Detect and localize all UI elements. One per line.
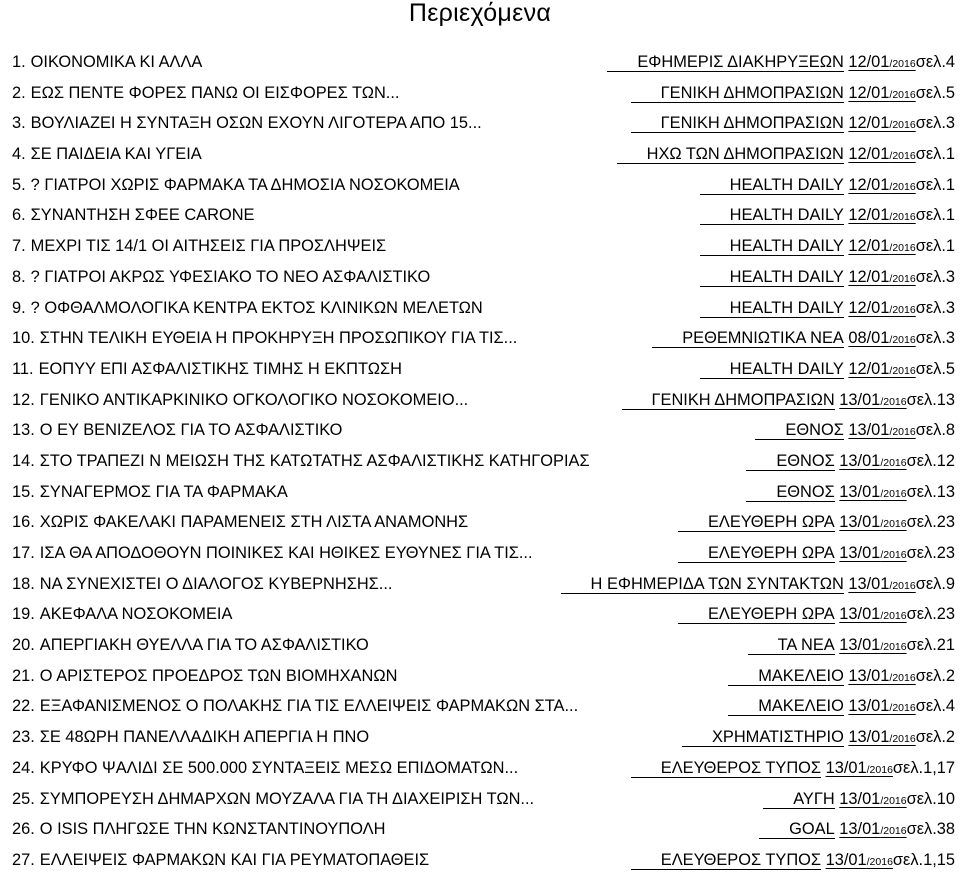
entry-reference[interactable] [700, 234, 955, 260]
entry-number: 22. [12, 697, 35, 716]
entry-year: /2016 [889, 211, 916, 224]
entry-reference[interactable] [755, 418, 955, 444]
entry-title[interactable]: ΧΩΡΙΣ ΦΑΚΕΛΑΚΙ ΠΑΡΑΜΕΝΕΙΣ ΣΤΗ ΛΙΣΤΑ ΑΝΑΜΟΝΗΣ [39, 513, 469, 532]
toc-entry[interactable] [12, 326, 960, 357]
entry-number: 25. [12, 789, 35, 808]
entry-number: 26. [12, 820, 35, 839]
table-of-contents [12, 50, 960, 879]
entry-source[interactable]: HEALTH DAILY [700, 237, 844, 256]
entry-title[interactable]: Ο ISIS ΠΛΗΓΩΣΕ ΤΗΝ ΚΩΝΣΤΑΝΤΙΝΟΥΠΟΛΗ [39, 820, 386, 839]
entry-year: /2016 [889, 242, 916, 255]
entry-date: 13/01 [839, 544, 881, 562]
entry-source[interactable]: ΤΑ ΝΕΑ [748, 636, 835, 655]
entry-number: 23. [12, 728, 35, 747]
entry-reference[interactable] [700, 357, 955, 383]
entry-page: σελ.4 [915, 53, 955, 71]
entry-title[interactable]: ΣΥΜΠΟΡΕΥΣΗ ΔΗΜΑΡΧΩΝ ΜΟΥΖΑΛΑ ΓΙΑ ΤΗ ΔΙΑΧΕΙΡΙΣΗ ΤΩΝ... [39, 789, 535, 808]
entry-number: 24. [12, 758, 35, 777]
entry-year: /2016 [889, 364, 916, 377]
entry-year: /2016 [889, 303, 916, 316]
entry-title[interactable]: ΒΟΥΛΙΑΖΕΙ Η ΣΥΝΤΑΞΗ ΟΣΩΝ ΕΧΟΥΝ ΛΙΓΟΤΕΡΑ ΑΠΟ 15... [30, 114, 482, 133]
entry-reference[interactable] [652, 326, 955, 352]
entry-date: 12/01 [848, 53, 890, 71]
entry-page: σελ.3 [915, 114, 955, 133]
entry-page: σελ.1 [915, 237, 955, 256]
entry-page: σελ.1 [915, 145, 955, 164]
entry-date: 13/01 [839, 636, 881, 655]
entry-number: 1. [12, 53, 26, 71]
toc-entry[interactable] [12, 111, 960, 142]
entry-reference[interactable] [607, 50, 955, 76]
toc-entry[interactable] [12, 418, 960, 449]
entry-page: σελ.1,17 [892, 758, 955, 777]
toc-entry[interactable] [12, 848, 960, 879]
entry-year: /2016 [889, 702, 916, 715]
entry-year: /2016 [889, 733, 916, 746]
entry-year: /2016 [880, 518, 907, 531]
entry-reference[interactable] [759, 817, 955, 843]
entry-date: 12/01 [848, 359, 890, 378]
entry-page: σελ.5 [915, 359, 955, 378]
toc-entry[interactable] [12, 81, 960, 112]
entry-source[interactable]: ΕΛΕΥΘΕΡΟΣ ΤΥΠΟΣ [631, 759, 821, 778]
entry-page: σελ.4 [915, 697, 955, 716]
entry-reference[interactable] [631, 81, 955, 107]
entry-year: /2016 [889, 88, 916, 101]
toc-entry[interactable] [12, 541, 960, 572]
toc-entry[interactable] [12, 602, 960, 633]
entry-number: 8. [12, 267, 26, 286]
entry-page: σελ.1 [915, 206, 955, 225]
entry-number: 17. [12, 544, 35, 562]
entry-number: 16. [12, 513, 35, 532]
toc-entry[interactable] [12, 173, 960, 204]
entry-number: 9. [12, 298, 26, 317]
toc-entry[interactable] [12, 787, 960, 818]
entry-year: /2016 [880, 794, 907, 807]
toc-entry[interactable] [12, 449, 960, 480]
entry-number: 21. [12, 666, 35, 685]
entry-title[interactable]: ΣΥΝΑΝΤΗΣΗ ΣΦΕΕ CARONE [30, 206, 255, 225]
entry-year: /2016 [889, 671, 916, 684]
entry-page: σελ.3 [915, 329, 955, 348]
entry-page: σελ.2 [915, 666, 955, 685]
entry-reference[interactable] [622, 388, 956, 414]
entry-source[interactable]: ΕΦΗΜΕΡΙΣ ΔΙΑΚΗΡΥΞΕΩΝ [607, 53, 843, 72]
toc-entry[interactable] [12, 510, 960, 541]
entry-reference[interactable] [728, 694, 955, 720]
entry-date: 13/01 [848, 697, 890, 716]
entry-reference[interactable] [748, 633, 955, 659]
entry-title[interactable]: ΑΠΕΡΓΙΑΚΗ ΘΥΕΛΛΑ ΓΙΑ ΤΟ ΑΣΦΑΛΙΣΤΙΚΟ [39, 636, 369, 655]
entry-title[interactable]: ΜΕΧΡΙ ΤΙΣ 14/1 ΟΙ ΑΙΤΗΣΕΙΣ ΓΙΑ ΠΡΟΣΛΗΨΕΙΣ [30, 237, 387, 256]
entry-page: σελ.3 [915, 267, 955, 286]
entry-date: 13/01 [839, 390, 881, 409]
toc-entry[interactable] [12, 203, 960, 234]
entry-title[interactable]: ΚΡΥΦΟ ΨΑΛΙΔΙ ΣΕ 500.000 ΣΥΝΤΑΞΕΙΣ ΜΕΣΩ ΕΠΙΔΟΜΑΤΩΝ... [39, 758, 519, 777]
entry-title[interactable]: ΕΟΠΥΥ ΕΠΙ ΑΣΦΑΛΙΣΤΙΚΗΣ ΤΙΜΗΣ Η ΕΚΠΤΩΣΗ [38, 359, 402, 378]
entry-page: σελ.13 [906, 482, 955, 501]
toc-entry[interactable] [12, 296, 960, 327]
toc-entry[interactable] [12, 480, 960, 511]
entry-reference[interactable] [631, 111, 955, 137]
entry-reference[interactable] [700, 265, 955, 291]
entry-reference[interactable] [561, 572, 955, 598]
entry-source[interactable]: ΕΛΕΥΘΕΡΗ ΩΡΑ [678, 544, 835, 563]
entry-source[interactable]: ΕΘΝΟΣ [746, 452, 834, 471]
entry-source[interactable]: ΓΕΝΙΚΗ ΔΗΜΟΠΡΑΣΙΩΝ [631, 84, 844, 103]
entry-year: /2016 [889, 272, 916, 285]
entry-number: 13. [12, 421, 35, 440]
entry-reference[interactable] [682, 725, 955, 751]
entry-title[interactable]: ΑΚΕΦΑΛΑ ΝΟΣΟΚΟΜΕΙΑ [39, 605, 233, 624]
entry-year: /2016 [889, 150, 916, 163]
entry-source[interactable]: HEALTH DAILY [700, 176, 844, 195]
entry-year: /2016 [880, 825, 907, 838]
entry-source[interactable]: ΗΧΩ ΤΩΝ ΔΗΜΟΠΡΑΣΙΩΝ [617, 145, 844, 164]
entry-page: σελ.2 [915, 728, 955, 747]
entry-number: 19. [12, 605, 35, 624]
entry-page: σελ.5 [915, 83, 955, 102]
entry-number: 27. [12, 850, 35, 869]
entry-number: 14. [12, 451, 35, 470]
entry-reference[interactable] [746, 449, 955, 475]
entry-title[interactable]: ΟΙΚΟΝΟΜΙΚΑ ΚΙ ΑΛΛΑ [30, 53, 203, 71]
entry-reference[interactable] [631, 756, 955, 782]
entry-title[interactable]: ΣΕ ΠΑΙΔΕΙΑ ΚΑΙ ΥΓΕΙΑ [30, 145, 202, 164]
entry-source[interactable]: ΕΛΕΥΘΕΡΗ ΩΡΑ [678, 513, 835, 532]
entry-source[interactable]: HEALTH DAILY [700, 299, 844, 318]
entry-year: /2016 [889, 426, 916, 439]
entry-date: 13/01 [848, 666, 890, 685]
entry-page: σελ.23 [906, 605, 955, 624]
entry-date: 13/01 [848, 728, 890, 747]
entry-reference[interactable] [728, 664, 955, 690]
entry-date: 12/01 [848, 145, 890, 164]
entry-year: /2016 [889, 180, 916, 193]
entry-page: σελ.12 [906, 451, 955, 470]
entry-date: 13/01 [839, 605, 881, 624]
entry-reference[interactable] [700, 203, 955, 229]
entry-source[interactable]: ΡΕΘΕΜΝΙΩΤΙΚΑ ΝΕΑ [652, 329, 844, 348]
toc-entry[interactable] [12, 633, 960, 664]
entry-date: 13/01 [825, 850, 867, 869]
entry-date: 13/01 [848, 574, 890, 593]
entry-title[interactable]: ΕΛΛΕΙΨΕΙΣ ΦΑΡΜΑΚΩΝ ΚΑΙ ΓΙΑ ΡΕΥΜΑΤΟΠΑΘΕΙΣ [39, 850, 430, 869]
toc-entry[interactable] [12, 234, 960, 265]
entry-source[interactable]: ΜΑΚΕΛΕΙΟ [728, 667, 844, 686]
entry-number: 11. [12, 359, 34, 378]
entry-date: 12/01 [848, 114, 890, 133]
entry-page: σελ.21 [906, 636, 955, 655]
entry-year: /2016 [880, 395, 907, 408]
entry-source[interactable]: ΕΘΝΟΣ [755, 421, 843, 440]
entry-source[interactable]: Η ΕΦΗΜΕΡΙΔΑ ΤΩΝ ΣΥΝΤΑΚΤΩΝ [561, 575, 844, 594]
entry-date: 12/01 [848, 175, 890, 194]
entry-title[interactable]: ΣΥΝΑΓΕΡΜΟΣ ΓΙΑ ΤΑ ΦΑΡΜΑΚΑ [39, 482, 288, 501]
entry-title[interactable]: ΕΞΑΦΑΝΙΣΜΕΝΟΣ Ο ΠΟΛΑΚΗΣ ΓΙΑ ΤΙΣ ΕΛΛΕΙΨΕΙΣ ΦΑΡΜΑΚΩΝ ΣΤΑ... [39, 697, 579, 716]
entry-date: 13/01 [839, 451, 881, 470]
entry-reference[interactable] [746, 480, 955, 506]
entry-reference[interactable] [631, 848, 955, 874]
entry-year: /2016 [889, 334, 916, 347]
entry-number: 3. [12, 114, 26, 133]
toc-entry[interactable] [12, 50, 960, 81]
entry-year: /2016 [889, 58, 916, 70]
entry-source[interactable]: HEALTH DAILY [700, 268, 844, 287]
toc-entry[interactable] [12, 142, 960, 173]
toc-entry[interactable] [12, 664, 960, 695]
entry-page: σελ.8 [915, 421, 955, 440]
entry-date: 13/01 [848, 421, 890, 440]
entry-reference[interactable] [678, 541, 955, 567]
entry-year: /2016 [880, 610, 907, 623]
entry-title[interactable]: ΓΕΝΙΚΟ ΑΝΤΙΚΑΡΚΙΝΙΚΟ ΟΓΚΟΛΟΓΙΚΟ ΝΟΣΟΚΟΜΕΙΟ... [39, 390, 469, 409]
entry-number: 12. [12, 390, 35, 409]
page-title: Περιεχόμενα [408, 0, 552, 27]
entry-page: σελ.1,15 [892, 850, 955, 869]
entry-number: 6. [12, 206, 26, 225]
entry-year: /2016 [866, 855, 893, 868]
entry-source[interactable]: HEALTH DAILY [700, 206, 844, 225]
toc-entry[interactable] [12, 817, 960, 848]
toc-entry[interactable] [12, 572, 960, 603]
entry-number: 15. [12, 482, 35, 501]
entry-year: /2016 [880, 641, 907, 654]
toc-entry[interactable] [12, 694, 960, 725]
entry-source[interactable]: ΜΑΚΕΛΕΙΟ [728, 697, 844, 716]
entry-date: 12/01 [848, 206, 890, 225]
entry-title[interactable]: ? ΓΙΑΤΡΟΙ ΑΚΡΩΣ ΥΦΕΣΙΑΚΟ ΤΟ ΝΕΟ ΑΣΦΑΛΙΣΤΙΚΟ [30, 267, 431, 286]
toc-entry[interactable] [12, 357, 960, 388]
entry-page: σελ.38 [906, 820, 955, 839]
entry-reference[interactable] [700, 173, 955, 199]
entry-reference[interactable] [700, 296, 955, 322]
entry-reference[interactable] [678, 602, 955, 628]
entry-source[interactable]: GOAL [759, 820, 835, 839]
entry-page: σελ.1 [915, 175, 955, 194]
entry-title[interactable]: ΣΕ 48ΩΡΗ ΠΑΝΕΛΛΑΔΙΚΗ ΑΠΕΡΓΙΑ Η ΠΝΟ [39, 728, 370, 747]
entry-page: σελ.9 [915, 574, 955, 593]
entry-reference[interactable] [763, 787, 955, 813]
entry-date: 13/01 [839, 820, 881, 839]
entry-number: 20. [12, 636, 35, 655]
entry-date: 12/01 [848, 83, 890, 102]
entry-date: 12/01 [848, 237, 890, 256]
entry-title[interactable]: ? ΓΙΑΤΡΟΙ ΧΩΡΙΣ ΦΑΡΜΑΚΑ ΤΑ ΔΗΜΟΣΙΑ ΝΟΣΟΚΟΜΕΙΑ [30, 175, 460, 194]
entry-number: 4. [12, 145, 26, 164]
toc-entry[interactable] [12, 725, 960, 756]
entry-date: 13/01 [839, 789, 881, 808]
entry-source[interactable]: ΑΥΓΗ [763, 790, 835, 809]
entry-number: 7. [12, 237, 26, 256]
entry-source[interactable]: ΧΡΗΜΑΤΙΣΤΗΡΙΟ [682, 728, 844, 747]
entry-year: /2016 [889, 119, 916, 132]
entry-page: σελ.3 [915, 298, 955, 317]
entry-reference[interactable] [617, 142, 955, 168]
entry-year: /2016 [889, 579, 916, 592]
entry-date: 12/01 [848, 298, 890, 317]
entry-title[interactable]: ΣΤΗΝ ΤΕΛΙΚΗ ΕΥΘΕΙΑ Η ΠΡΟΚΗΡΥΞΗ ΠΡΟΣΩΠΙΚΟΥ ΓΙΑ ΤΙΣ... [39, 329, 518, 348]
entry-reference[interactable] [678, 510, 955, 536]
entry-title[interactable]: ? ΟΦΘΑΛΜΟΛΟΓΙΚΑ ΚΕΝΤΡΑ ΕΚΤΟΣ ΚΛΙΝΙΚΩΝ ΜΕΛΕΤΩΝ [30, 298, 483, 317]
entry-number: 2. [12, 83, 26, 102]
entry-title[interactable]: ΣΤΟ ΤΡΑΠΕΖΙ Ν ΜΕΙΩΣΗ ΤΗΣ ΚΑΤΩΤΑΤΗΣ ΑΣΦΑΛΙΣΤΙΚΗΣ ΚΑΤΗΓΟΡΙΑΣ [39, 451, 590, 470]
entry-source[interactable]: HEALTH DAILY [700, 360, 844, 379]
entry-year: /2016 [866, 763, 893, 776]
entry-year: /2016 [880, 456, 907, 469]
toc-entry[interactable] [12, 265, 960, 296]
entry-date: 08/01 [848, 329, 890, 348]
entry-page: σελ.23 [906, 513, 955, 532]
entry-number: 10. [12, 329, 35, 348]
entry-page: σελ.23 [906, 544, 955, 562]
entry-number: 5. [12, 175, 26, 194]
entry-date: 12/01 [848, 267, 890, 286]
entry-year: /2016 [880, 487, 907, 500]
entry-page: σελ.13 [906, 390, 955, 409]
toc-entry[interactable] [12, 756, 960, 787]
entry-source[interactable]: ΕΘΝΟΣ [746, 483, 834, 502]
entry-title[interactable]: ΕΩΣ ΠΕΝΤΕ ΦΟΡΕΣ ΠΑΝΩ ΟΙ ΕΙΣΦΟΡΕΣ ΤΩΝ... [30, 83, 400, 102]
entry-date: 13/01 [839, 513, 881, 532]
entry-source[interactable]: ΓΕΝΙΚΗ ΔΗΜΟΠΡΑΣΙΩΝ [622, 391, 835, 410]
entry-title[interactable]: Ο ΕΥ ΒΕΝΙΖΕΛΟΣ ΓΙΑ ΤΟ ΑΣΦΑΛΙΣΤΙΚΟ [39, 421, 343, 440]
entry-source[interactable]: ΓΕΝΙΚΗ ΔΗΜΟΠΡΑΣΙΩΝ [631, 114, 844, 133]
toc-entry[interactable] [12, 388, 960, 419]
entry-year: /2016 [880, 549, 907, 561]
entry-date: 13/01 [839, 482, 881, 501]
entry-number: 18. [12, 574, 35, 593]
entry-title[interactable]: Ο ΑΡΙΣΤΕΡΟΣ ΠΡΟΕΔΡΟΣ ΤΩΝ ΒΙΟΜΗΧΑΝΩΝ [39, 666, 398, 685]
entry-page: σελ.10 [906, 789, 955, 808]
entry-date: 13/01 [825, 758, 867, 777]
entry-title[interactable]: ΙΣΑ ΘΑ ΑΠΟΔΟΘΟΥΝ ΠΟΙΝΙΚΕΣ ΚΑΙ ΗΘΙΚΕΣ ΕΥΘΥΝΕΣ ΓΙΑ ΤΙΣ... [39, 544, 533, 562]
entry-title[interactable]: ΝΑ ΣΥΝΕΧΙΣΤΕΙ Ο ΔΙΑΛΟΓΟΣ ΚΥΒΕΡΝΗΣΗΣ... [39, 574, 393, 593]
entry-source[interactable]: ΕΛΕΥΘΕΡΟΣ ΤΥΠΟΣ [631, 851, 821, 870]
entry-source[interactable]: ΕΛΕΥΘΕΡΗ ΩΡΑ [678, 605, 835, 624]
